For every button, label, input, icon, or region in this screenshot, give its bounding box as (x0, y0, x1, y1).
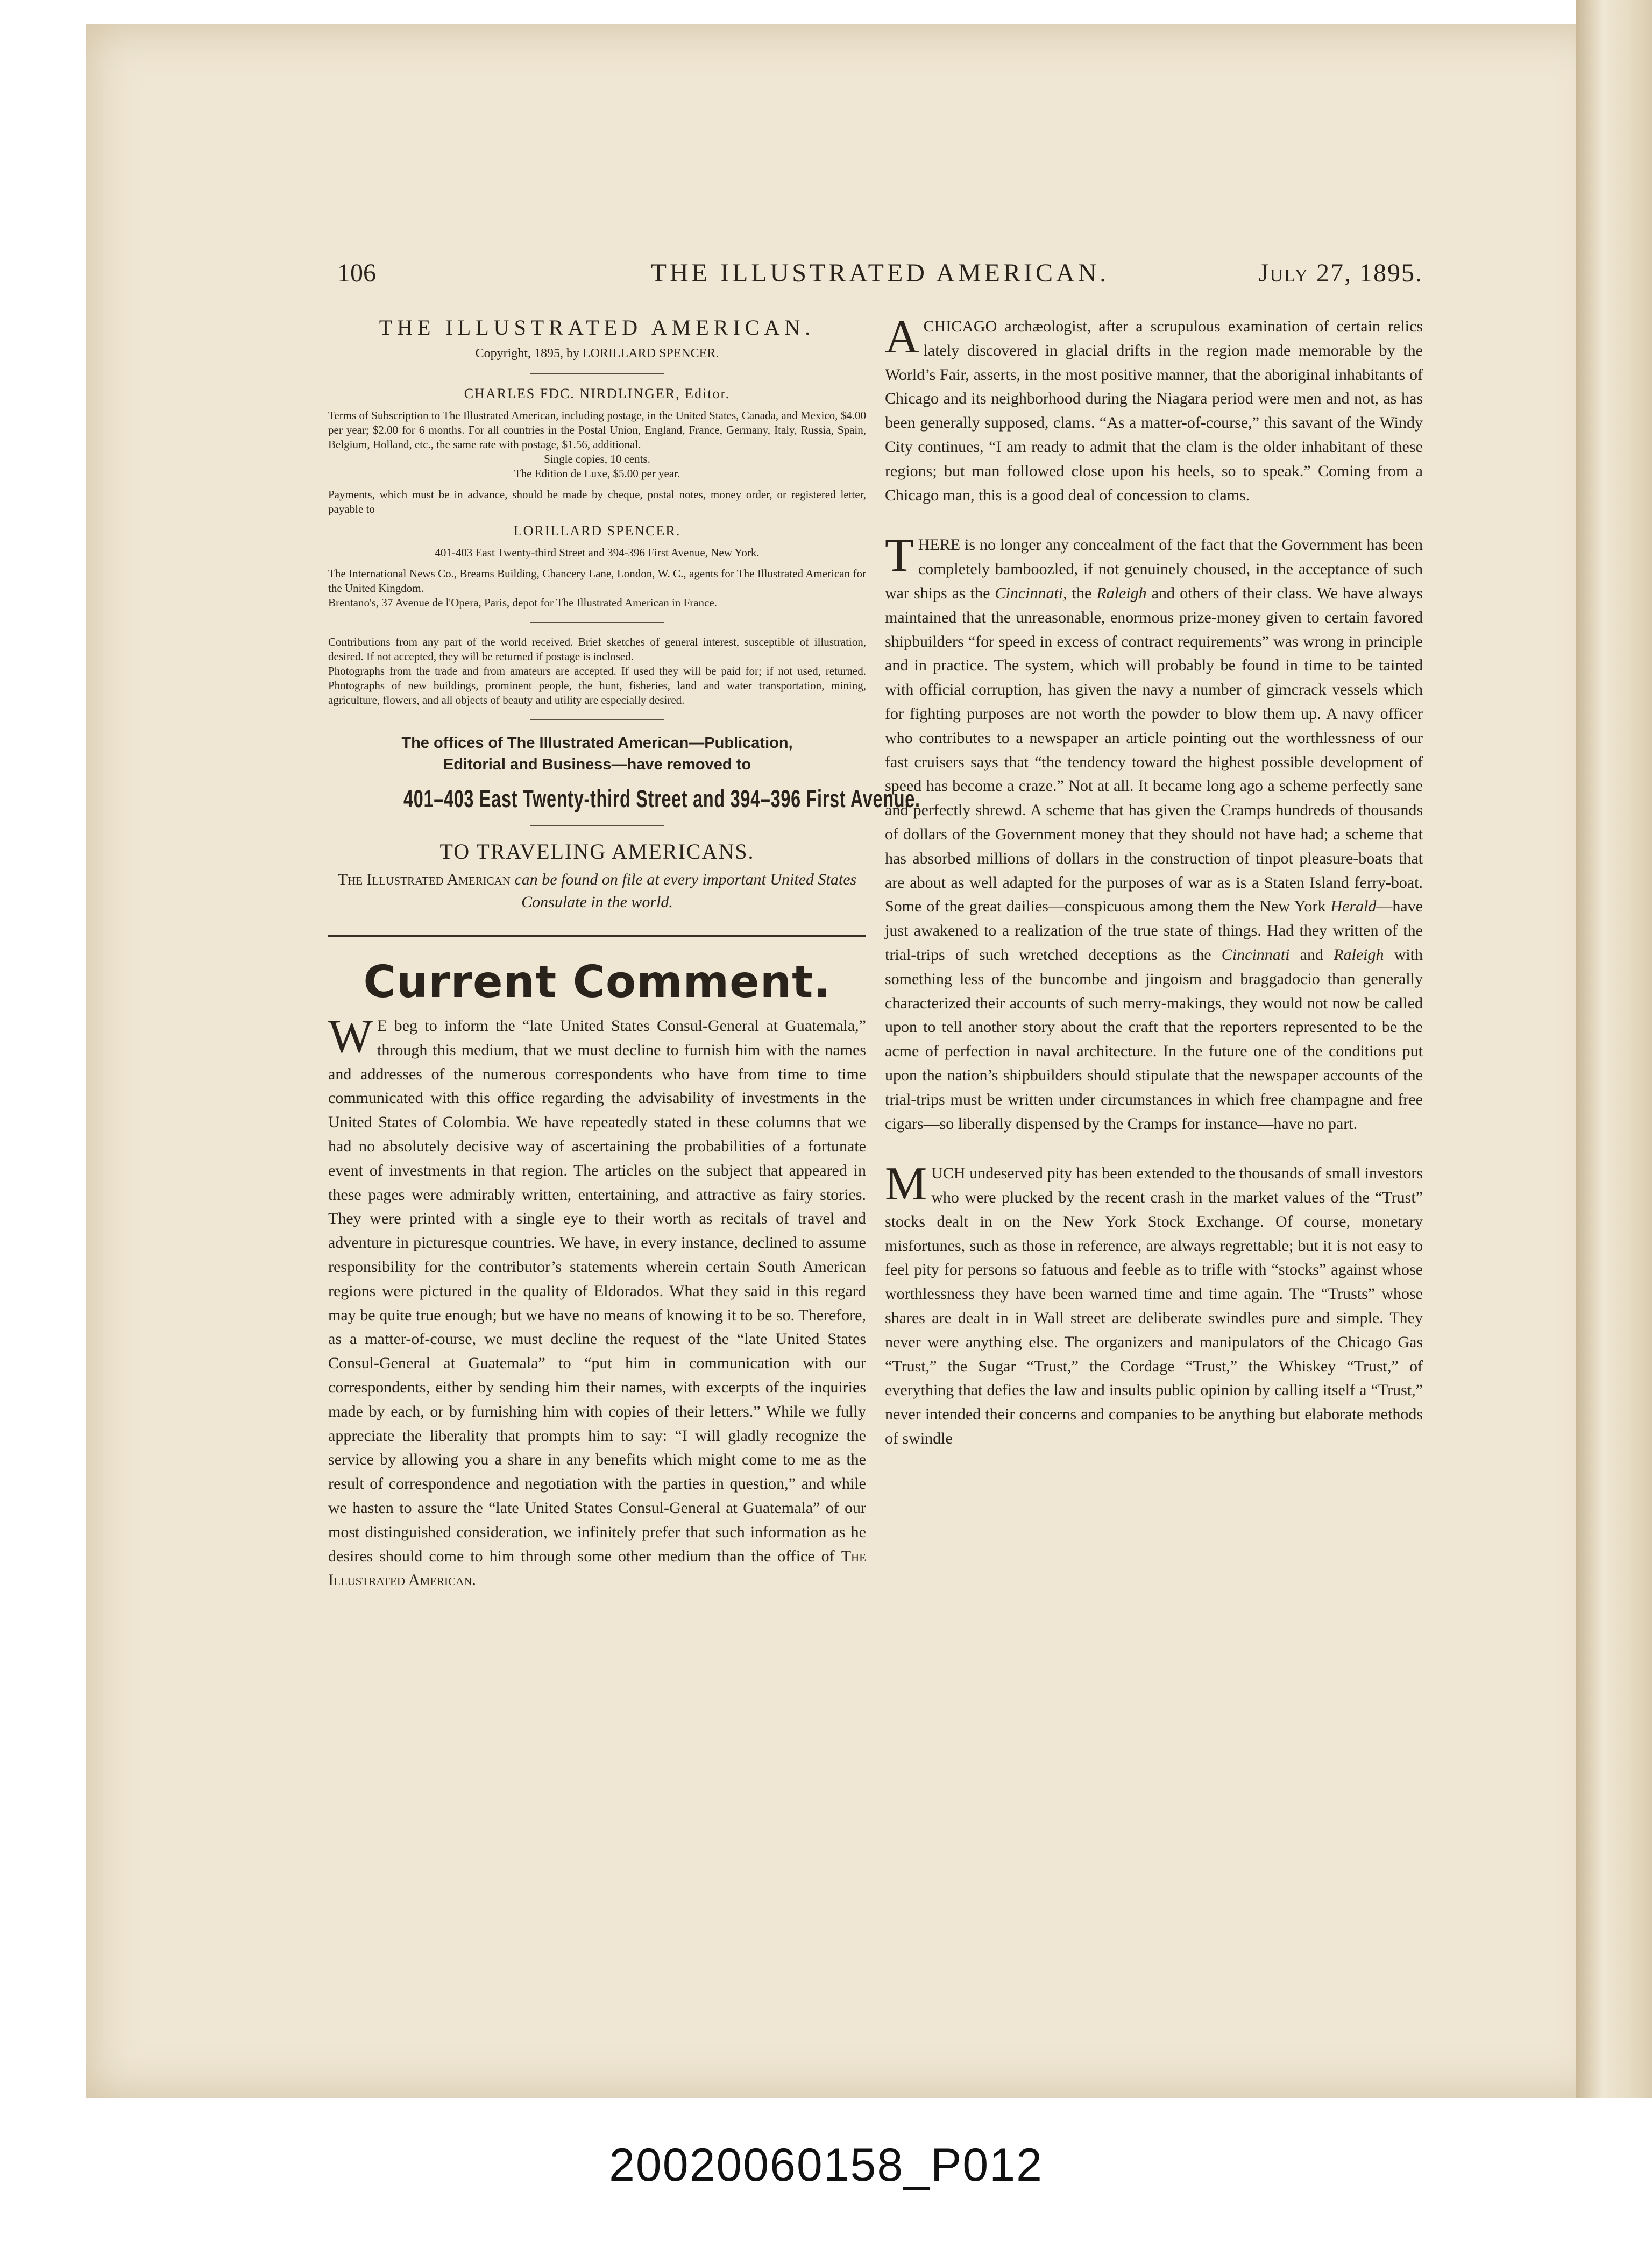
travel-body: can be found on file at every important United States Consulate in the world. (514, 871, 857, 911)
terms-text: Terms of Subscription to The Illustrated American, including postage, in the United States, Canada, and Mexico, $4.00 per year; $2.00 for 6 months. For all countries in the Postal Union, England, France, Germany, Italy, Russia, Spain, Belgium, Holland, etc., the same rate with postage, $1.56, additional. (328, 409, 866, 451)
ship-name: Raleigh (1334, 945, 1384, 964)
notice-address: 401–403 East Twenty-third Street and 394–396 First Avenue. (403, 785, 920, 812)
paragraph-text: CHICAGO archæologist, after a scrupulous examination of certain relics lately discovered in glacial drifts in the region made memorable by the World’s Fair, asserts, in the most positive manner, that the aboriginal inhabitants of Chicago and its neighborhood during the Niagara period were men and not, as has been generally supposed, clams. “As a matter-of-course,” this savant of the Windy City continues, “I am ready to admit that the clam is the older inhabitant of these regions; but man followed close upon his heels, so to speak.” Coming from a Chicago man, this is a good deal of concession to clams. (885, 317, 1423, 504)
drop-cap: T (885, 529, 914, 582)
page-number: 106 (337, 259, 376, 287)
right-column-body (885, 311, 1423, 1451)
contributions-text: Contributions from any part of the world received. Brief sketches of general interest, susceptible of illustration, desired. If not accepted, they will be returned if postage is inclosed. (328, 635, 866, 663)
running-header (337, 258, 1423, 296)
editor-line: CHARLES FDC. NIRDLINGER, Editor. (464, 386, 731, 401)
trusts-paragraph (885, 1158, 1423, 1451)
left-column (328, 309, 920, 1618)
paragraph-signoff: The Illustrated American. (328, 1547, 867, 1589)
running-title: THE ILLUSTRATED AMERICAN. (650, 259, 1110, 287)
current-comment-body (328, 1010, 867, 1593)
paragraph-text: and others of their class. We have always maintained that the unreasonable, enormous prize-money given to certain favored shipbuilders “for speed in excess of contract requirements” was wrong in principle and in practice. The system, which will probably be found in time to be tainted with official corruption, has given the navy a number of gimcrack vessels which for fighting purposes are not worth the powder to blow them up. A navy officer who contributes to a newspaper an article pointing out the worthlessness of our fast cruisers says that “the tendency toward the highest possible development of speed has become a craze.” Not at all. It became long ago a scheme perfectly sane and perfectly shrewd. A scheme that has given the Cramps hundreds of thousands of dollars of the Government money that they should not have had; a scheme that has absorbed millions of dollars in the construction of tinpot pleasure-boats that are about as well adapted for the purposes of war as is a Staten Island ferry-boat. Some of the great dailies—conspicuous among them the New York (885, 584, 1423, 916)
travel-publication: The Illustrated American (337, 871, 511, 888)
drop-cap: M (885, 1158, 927, 1211)
current-comment-paragraph (328, 1010, 867, 1593)
paragraph-text: the (1067, 584, 1092, 602)
page-fold (1576, 0, 1652, 2098)
publisher-address: 401-403 East Twenty-third Street and 394-396 First Avenue, New York. (435, 546, 760, 559)
notice-line-2: Editorial and Business—have removed to (443, 756, 751, 773)
chicago-paragraph (885, 311, 1423, 507)
current-comment-title: Current Comment. (363, 957, 831, 1008)
notice-line-1: The offices of The Illustrated American—Publication, (401, 734, 793, 752)
divider (530, 825, 664, 826)
travel-text (328, 868, 866, 914)
subscription-terms (328, 408, 866, 452)
agents-paris: Brentano's, 37 Avenue de l'Opera, Paris, depot for The Illustrated American in France. (328, 596, 717, 609)
travel-heading: TO TRAVELING AMERICANS. (439, 839, 755, 864)
right-column (885, 311, 1423, 1477)
paragraph-text: HERE is no longer any concealment of the fact that the Government has been completely bamboozled, if not genuinely choused, in the acceptance of such war ships as the (885, 536, 1423, 602)
masthead-title: THE ILLUSTRATED AMERICAN. (379, 315, 816, 340)
ship-name: Raleigh (1096, 584, 1147, 602)
ship-name: Cincinnati, (995, 584, 1067, 602)
photographs-text: Photographs from the trade and from amateurs are accepted. If used they will be paid for; if not used, returned. Photographs of new buildings, prominent people, the hunt, fisheries, land and water transportation, mining, agriculture, flowers, and all objects of beauty and utility are especially desired. (328, 664, 866, 706)
ship-name: Cincinnati (1221, 945, 1290, 964)
paragraph-text: UCH undeserved pity has been extended to the thousands of small investors who were plucked by the recent crash in the market values of the “Trust” stocks dealt in on the New York Stock Exchange. Of course, monetary misfortunes, such as those in reference, are always regrettable; but it is not easy to feel pity for persons so fatuous and feeble as to trifle with “stocks” against whose worthlessness they have been warned time and time again. The “Trusts” whose shares are dealt in in Wall street are deliberate swindles pure and simple. They never were anything else. The organizers and manipulators of the Chicago Gas “Trust,” the Sugar “Trust,” the Cordage “Trust,” the Whiskey “Trust,” of everything that defies the law and insults public opinion by calling itself a “Trust,” never intended their concerns and companies to be anything but elaborate methods of swindle (885, 1164, 1423, 1448)
divider (530, 719, 664, 720)
drop-cap: A (885, 311, 919, 363)
paragraph-text: with something less of the buncombe and jingoism and braggadocio than generally characterized their accounts of such merry-makings, they would not now be called upon to tell another story about the craft that the reporters represented to be the acme of perfection in naval architecture. In the future one of the conditions put upon the nation’s shipbuilders should stipulate that the newspaper accounts of the trial-trips must be written under circumstances in which free champagne and free cigars—so liberally dispensed by the Cramps for instance—have no part. (885, 945, 1423, 1133)
issue-date: July 27, 1895. (1258, 259, 1423, 287)
payments-text: Payments, which must be in advance, should be made by cheque, postal notes, money order, or registered letter, payable to (328, 488, 866, 515)
newspaper-name: Herald (1330, 897, 1377, 916)
publisher-name: LORILLARD SPENCER. (513, 523, 681, 539)
divider (530, 622, 664, 623)
paragraph-text: —have just awakened to a realization of the true state of things. Had they written of the trial-trips of such wretched deceptions as the (885, 897, 1423, 964)
divider (530, 373, 664, 374)
drop-cap: W (328, 1010, 373, 1063)
paragraph-text: and (1289, 945, 1323, 964)
single-copies: Single copies, 10 cents. (544, 452, 650, 465)
copyright-line: Copyright, 1895, by LORILLARD SPENCER. (475, 346, 719, 360)
section-rule (328, 935, 866, 940)
offices-notice (328, 732, 866, 775)
navy-paragraph (885, 529, 1423, 1136)
agents-london: The International News Co., Breams Building, Chancery Lane, London, W. C., agents for The Illustrated American for the United Kingdom. (328, 567, 866, 595)
archive-caption: 20020060158_P012 (609, 2139, 1043, 2191)
paragraph-text: E beg to inform the “late United States Consul-General at Guatemala,” through this medium, that we must decline to furnish him with the names and addresses of the numerous correspondents who have from time to time communicated with this office regarding the advisability of investments in the United States of Colombia. We have repeatedly stated in these columns that we had no absolutely decisive way of ascertaining the probabilities of a fortunate event of investments in that region. The articles on the subject that appeared in these pages were admirably written, entertaining, and attractive as fairy stories. They were printed with a single eye to their worth as recitals of travel and adventure in picturesque countries. We have, in every instance, declined to assume responsibility for the contributor’s statements wherein certain South American regions were pictured in the quality of Eldorados. What they said in this regard may be quite true enough; but we have no means of knowing it to be so. Therefore, as a matter-of-course, we must decline the request of the “late United States Consul-General at Guatemala” to “put him in communication with our correspondents, either by sending him their names, with excerpts of the inquiries made by each, or by furnishing him with copies of their letters.” While we fully appreciate the liberality that prompts him to say: “I will gladly recognize the service by allowing you a share in any benefits which might come to me as the result of correspondence and negotiation with the parties in question,” and while we hasten to assure the “late United States Consul-General at Guatemala” of our most distinguished consideration, we infinitely prefer that such information as he desires should come to him through some other medium than the office of (328, 1017, 866, 1565)
edition-de-luxe: The Edition de Luxe, $5.00 per year. (514, 467, 680, 480)
